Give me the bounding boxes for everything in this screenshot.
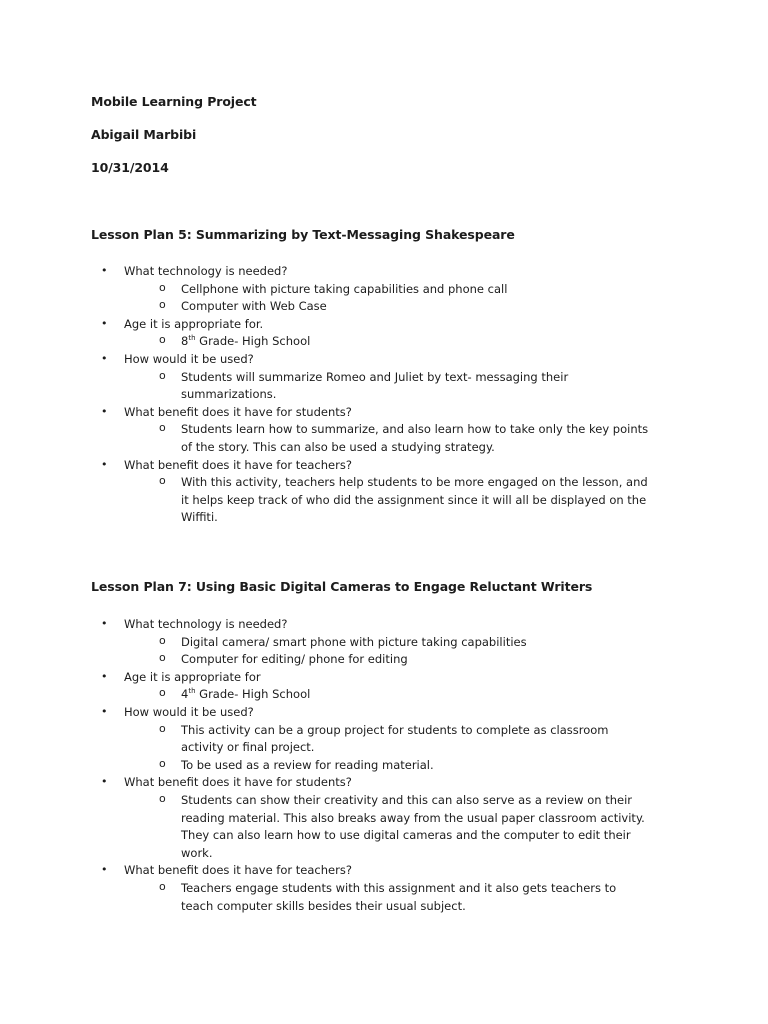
question-teacher-benefit: What benefit does it have for teachers?	[124, 457, 352, 472]
answer-item	[181, 333, 310, 351]
sub-bullet-marker: o	[159, 368, 166, 382]
answer-line: Students will summarize Romeo and Juliet by text- messaging their	[181, 369, 569, 384]
sub-bullet-marker: o	[159, 880, 166, 893]
sub-bullet-marker: o	[159, 721, 166, 735]
question-age: Age it is appropriate for.	[124, 316, 264, 331]
answer-line: Students learn how to summarize, and also learn how to take only the key points	[181, 422, 649, 437]
project-title: Mobile Learning Project	[91, 94, 257, 109]
question-technology: What technology is needed?	[124, 617, 288, 631]
answer-item: Cellphone with picture taking capabilities and phone call	[181, 281, 508, 296]
answer-line: it helps keep track of who did the assignment since it will all be displayed on the	[181, 492, 647, 507]
answer-line: Students can show their creativity and this can also serve as a review on their	[181, 793, 633, 807]
grade-suffix: th	[188, 687, 196, 696]
answer-line: Teachers engage students with this assignment and it also gets teachers to	[181, 881, 617, 895]
bullet-marker: •	[101, 863, 108, 877]
bullet-marker: •	[101, 705, 108, 718]
grade-range: Grade- High School	[195, 687, 311, 702]
sub-bullet-marker: o	[159, 421, 166, 435]
bullet-marker: •	[101, 264, 108, 277]
question-technology: What technology is needed?	[124, 264, 288, 278]
answer-line: With this activity, teachers help students to be more engaged on the lesson, and	[181, 475, 648, 490]
answer-item: To be used as a review for reading material.	[181, 757, 434, 772]
bullet-marker: •	[101, 457, 108, 471]
answer-line: reading material. This also breaks away from the usual paper classroom activity.	[181, 810, 645, 825]
grade-number: 8	[181, 334, 189, 349]
question-student-benefit: What benefit does it have for students?	[124, 404, 352, 419]
sub-bullet-marker: o	[159, 474, 166, 488]
question-usage: How would it be used?	[124, 705, 254, 719]
answer-line: They can also learn how to use digital cameras and the computer to edit their	[181, 828, 631, 843]
answer-item: Computer with Web Case	[181, 299, 327, 314]
bullet-marker: •	[101, 404, 108, 418]
sub-bullet-marker: o	[159, 651, 166, 665]
answer-line: summarizations.	[181, 387, 277, 402]
sub-bullet-marker: o	[159, 633, 166, 647]
bullet-marker: •	[101, 316, 108, 330]
bullet-marker: •	[101, 775, 108, 789]
sub-bullet-marker: o	[159, 298, 166, 312]
sub-bullet-marker: o	[159, 756, 166, 770]
answer-line: Wiffiti.	[181, 510, 218, 525]
bullet-marker: •	[101, 669, 108, 683]
answer-line: of the story. This can also be used a studying strategy.	[181, 440, 495, 454]
sub-bullet-marker: o	[159, 280, 166, 294]
answer-line: work.	[181, 845, 213, 860]
question-teacher-benefit: What benefit does it have for teachers?	[124, 863, 352, 878]
bullet-marker: •	[101, 617, 108, 630]
author-name: Abigail Marbibi	[91, 127, 197, 142]
lesson-plan-7-title: Lesson Plan 7: Using Basic Digital Cameras to Engage Reluctant Writers	[91, 579, 593, 594]
answer-item: Digital camera/ smart phone with picture taking capabilities	[181, 634, 527, 649]
sub-bullet-marker: o	[159, 333, 166, 347]
question-usage: How would it be used?	[124, 352, 254, 366]
answer-item: Computer for editing/ phone for editing	[181, 652, 408, 667]
grade-number: 4	[181, 687, 189, 702]
question-student-benefit: What benefit does it have for students?	[124, 775, 352, 790]
bullet-marker: •	[101, 352, 108, 365]
grade-suffix: th	[188, 334, 196, 343]
answer-line: activity or final project.	[181, 740, 315, 755]
grade-range: Grade- High School	[195, 334, 311, 349]
lesson-plan-5-title: Lesson Plan 5: Summarizing by Text-Messaging Shakespeare	[91, 227, 515, 242]
answer-line: teach computer skills besides their usual subject.	[181, 898, 466, 913]
document-date: 10/31/2014	[91, 160, 169, 175]
sub-bullet-marker: o	[159, 686, 166, 700]
question-age: Age it is appropriate for	[124, 669, 261, 684]
sub-bullet-marker: o	[159, 792, 166, 805]
answer-line: This activity can be a group project for students to complete as classroom	[181, 722, 609, 737]
answer-item	[181, 686, 310, 704]
